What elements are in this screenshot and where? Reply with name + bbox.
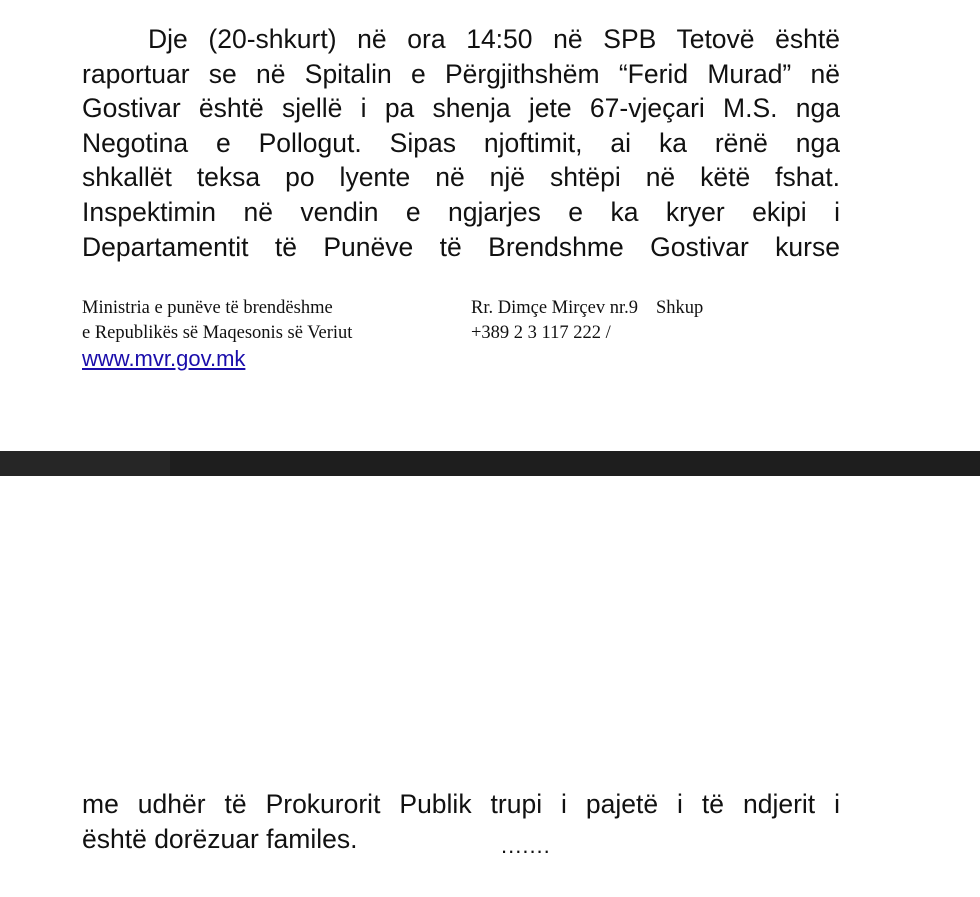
paragraph-line: Inspektimin në vendin e ngjarjes e ka kryer ekipi i xyxy=(82,196,840,227)
page-break-divider xyxy=(0,451,980,476)
footer-ministry-block xyxy=(82,296,462,346)
paragraph-line: Departamentit të Punëve të Brendshme Gostivar kurse xyxy=(82,231,840,262)
footer-ministry-name: Ministria e punëve të brendëshme xyxy=(82,298,333,318)
footer-ministry-country: e Republikës së Maqesonis së Veriut xyxy=(82,323,353,343)
paragraph-line: shkallët teksa po lyente në një shtëpi në këtë fshat. xyxy=(82,162,840,193)
footer-phone: +389 2 3 117 222 / xyxy=(471,323,611,343)
footer-city: Shkup xyxy=(655,298,704,318)
paragraph-line: Negotina e Pollogut. Sipas njoftimit, ai ka rënë nga xyxy=(82,127,840,158)
paragraph-line: Gostivar është sjellë i pa shenja jete 67-vjeçari M.S. nga xyxy=(82,93,840,124)
paragraph-line: me udhër të Prokurorit Publik trupi i pajetë i të ndjerit i xyxy=(82,789,840,819)
footer-address: Rr. Dimçe Mirçev nr.9 xyxy=(471,298,638,318)
page-break-segment xyxy=(0,451,170,476)
footer-contact-block xyxy=(471,296,781,346)
document-page-2 xyxy=(0,476,980,897)
press-release-paragraph xyxy=(82,22,840,264)
closing-ellipsis: ....... xyxy=(501,833,551,858)
paragraph-line: raportuar se në Spitalin e Përgjithshëm “Ferid Murad” në xyxy=(82,58,840,89)
footer-website-link[interactable]: www.mvr.gov.mk xyxy=(82,346,246,371)
paragraph-line: Dje (20-shkurt) në ora 14:50 në SPB Tetovë është xyxy=(148,24,840,54)
footer-address-row xyxy=(471,296,781,321)
paragraph-line: është dorëzuar familes. xyxy=(82,823,358,854)
press-release-paragraph-continued xyxy=(82,787,840,856)
